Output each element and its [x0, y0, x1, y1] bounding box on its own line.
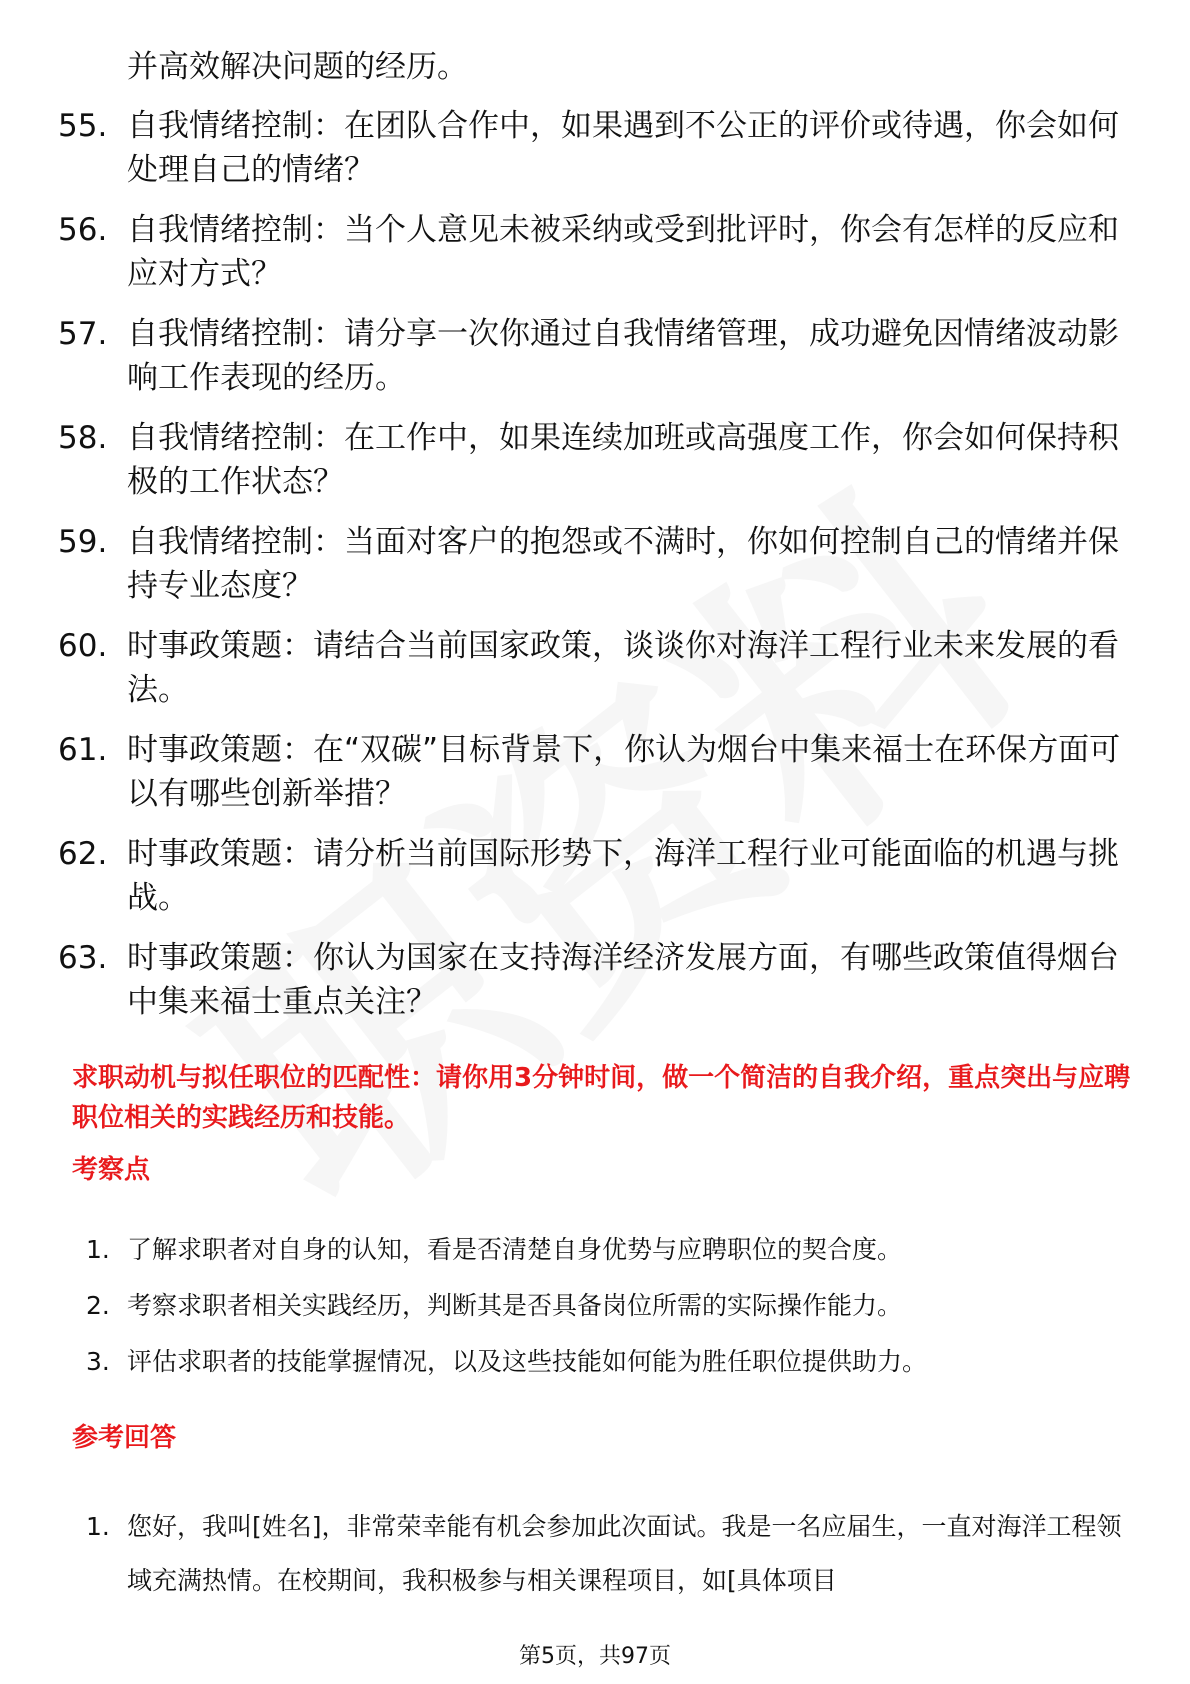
- question-number: 56.: [58, 212, 108, 248]
- list-item: [0, 1344, 1190, 1400]
- list-item: [0, 1288, 1190, 1344]
- question-item: [0, 936, 1190, 1040]
- reference-answer: [0, 1500, 1190, 1595]
- question-item: [0, 104, 1190, 208]
- examine-list: [0, 1232, 1190, 1400]
- question-item: [0, 624, 1190, 728]
- question-list: [0, 104, 1190, 1040]
- list-item: [0, 1232, 1190, 1288]
- continuation-text: 并高效解决问题的经历。: [127, 49, 468, 85]
- question-number: 61.: [58, 732, 108, 768]
- question-item: [0, 208, 1190, 312]
- question-item: [0, 832, 1190, 936]
- question-item: [0, 312, 1190, 416]
- question-text: 自我情绪控制：当个人意见未被采纳或受到批评时，你会有怎样的反应和应对方式？: [127, 212, 1119, 292]
- question-number: 60.: [58, 628, 108, 664]
- list-item-number: 1.: [86, 1512, 110, 1541]
- page-number: 第5页，共97页: [519, 1644, 671, 1669]
- question-number: 63.: [58, 940, 108, 976]
- list-item-text: 考察求职者相关实践经历，判断其是否具备岗位所需的实际操作能力。: [127, 1291, 903, 1320]
- question-text: 自我情绪控制：在工作中，如果连续加班或高强度工作，你会如何保持积极的工作状态？: [127, 420, 1119, 500]
- list-item-text: 了解求职者对自身的认知，看是否清楚自身优势与应聘职位的契合度。: [127, 1235, 903, 1264]
- question-number: 62.: [58, 836, 108, 872]
- list-item-text: 您好，我叫[姓名]，非常荣幸能有机会参加此次面试。我是一名应届生，一直对海洋工程领域充满热情。在校期间，我积极参与相关课程项目，如[具体项目: [127, 1512, 1122, 1595]
- list-item-number: 3.: [86, 1347, 110, 1376]
- question-text: 自我情绪控制：在团队合作中，如果遇到不公正的评价或待遇，你会如何处理自己的情绪？: [127, 108, 1119, 188]
- question-number: 57.: [58, 316, 108, 352]
- question-text: 自我情绪控制：当面对客户的抱怨或不满时，你如何控制自己的情绪并保持专业态度？: [127, 524, 1119, 604]
- list-item-number: 2.: [86, 1291, 110, 1320]
- question-text: 时事政策题：请结合当前国家政策，谈谈你对海洋工程行业未来发展的看法。: [127, 628, 1119, 708]
- highlighted-question: 求职动机与拟任职位的匹配性：请你用3分钟时间，做一个简洁的自我介绍，重点突出与应聘职位相关的实践经历和技能。: [72, 1063, 1131, 1133]
- list-item-number: 1.: [86, 1235, 110, 1264]
- list-item-text: 评估求职者的技能掌握情况，以及这些技能如何能为胜任职位提供助力。: [127, 1347, 928, 1376]
- question-number: 59.: [58, 524, 108, 560]
- question-text: 时事政策题：请分析当前国际形势下，海洋工程行业可能面临的机遇与挑战。: [127, 836, 1119, 916]
- question-text: 时事政策题：在“双碳”目标背景下，你认为烟台中集来福士在环保方面可以有哪些创新举措？: [127, 732, 1121, 812]
- question-number: 58.: [58, 420, 108, 456]
- question-item: [0, 520, 1190, 624]
- question-item: [0, 416, 1190, 520]
- question-item: [0, 728, 1190, 832]
- question-text: 时事政策题：你认为国家在支持海洋经济发展方面，有哪些政策值得烟台中集来福士重点关注？: [127, 940, 1119, 1020]
- list-item: [0, 1500, 1190, 1595]
- question-number: 55.: [58, 108, 108, 144]
- examine-section-title: 考察点: [72, 1155, 151, 1185]
- reference-section-title: 参考回答: [72, 1423, 177, 1453]
- question-text: 自我情绪控制：请分享一次你通过自我情绪管理，成功避免因情绪波动影响工作表现的经历。: [127, 316, 1119, 396]
